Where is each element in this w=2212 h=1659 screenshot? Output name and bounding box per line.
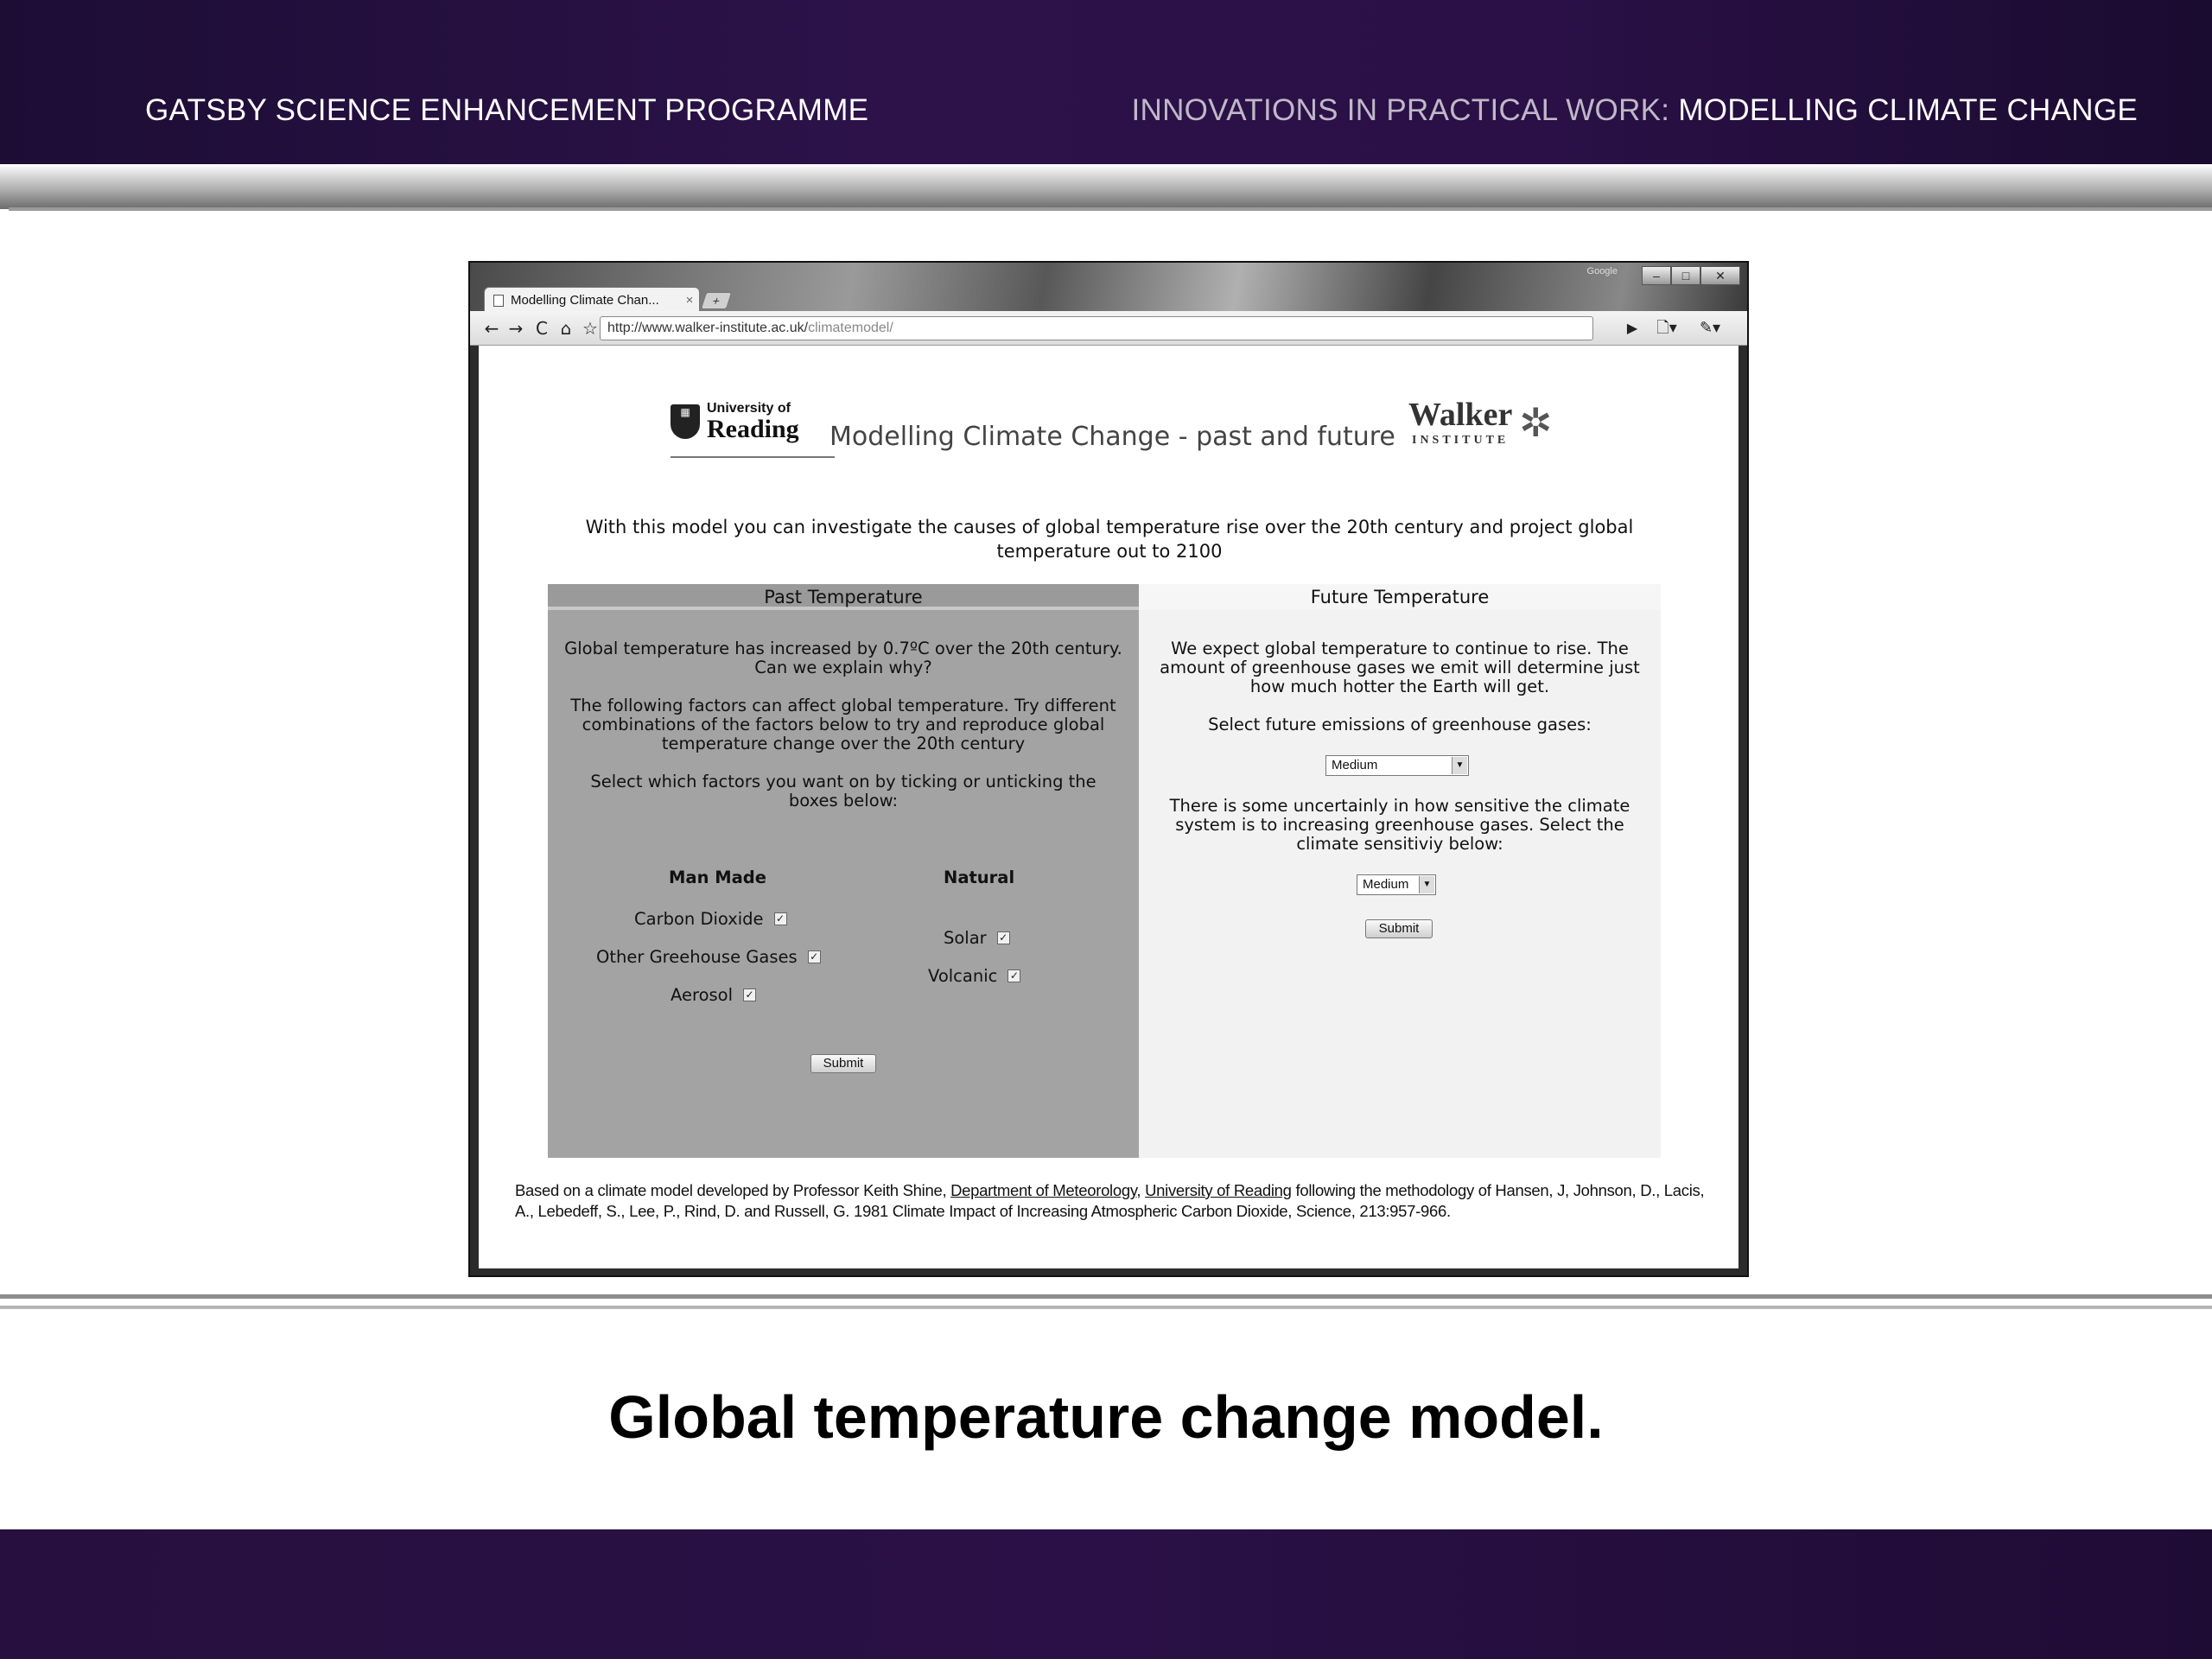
other-greenhouse-gases-checkbox[interactable]: ✓: [808, 950, 821, 963]
browser-tab[interactable]: [484, 287, 700, 313]
uor-logo-small-text: University of: [707, 401, 791, 416]
credits-citation: following the methodology of Hansen, J, Johnson, D., Lacis, A., Lebedeff, S., Lee, P., Rind, D. and Russell, G. 1981 Climate Impact of Increasing Atmospheric Carbon Dioxide, Science, 213:957-966.: [515, 1181, 1705, 1220]
man-made-heading: Man Made: [669, 868, 766, 887]
programme-title: GATSBY SCIENCE ENHANCEMENT PROGRAMME: [145, 93, 869, 127]
reload-icon[interactable]: C: [536, 318, 548, 339]
past-intro-text: Global temperature has increased by 0.7ºC over the 20th century. Can we explain why?: [564, 639, 1122, 677]
walker-logo-name: Walker: [1408, 397, 1513, 433]
sensitivity-select[interactable]: [1357, 874, 1436, 895]
past-temperature-heading: Past Temperature: [548, 584, 1139, 610]
factor-volcanic: [928, 966, 1020, 986]
sensitivity-value: Medium: [1363, 877, 1409, 892]
factor-label: Carbon Dioxide: [634, 909, 764, 929]
maximize-button[interactable]: □: [1671, 266, 1700, 285]
emissions-prompt: Select future emissions of greenhouse gases:: [1208, 715, 1592, 734]
walker-swirl-icon: ✲: [1519, 399, 1553, 446]
factor-label: Volcanic: [928, 966, 998, 986]
past-factors-text: The following factors can affect global temperature. Try different combinations of the factors below to try and reproduce global temperature change over the 20th century: [570, 696, 1116, 753]
university-of-reading-logo: [671, 397, 835, 458]
factor-solar: [944, 928, 1010, 948]
emissions-value: Medium: [1332, 758, 1378, 772]
factor-aerosol: [671, 985, 756, 1005]
header-bevel-bar: [0, 164, 2212, 209]
browser-window: [468, 261, 1749, 1277]
meteorology-department-link[interactable]: Department of Meteorology: [950, 1181, 1137, 1199]
header-bevel-shadow: [9, 207, 2212, 211]
page-menu-icon[interactable]: 🗋▾: [1656, 319, 1677, 337]
emissions-select[interactable]: [1325, 755, 1469, 776]
url-host: http://www.walker-institute.ac.uk/: [607, 321, 809, 335]
uor-shield-icon: ▦: [671, 404, 700, 439]
section-prefix: INNOVATIONS IN PRACTICAL WORK:: [1131, 93, 1670, 127]
slide-caption: Global temperature change model.: [608, 1383, 1604, 1451]
url-path: climatemodel/: [808, 321, 893, 335]
back-arrow-icon[interactable]: ←: [484, 318, 499, 339]
new-tab-button[interactable]: +: [701, 292, 732, 309]
model-credits: [515, 1180, 1707, 1221]
future-submit-button[interactable]: Submit: [1365, 919, 1433, 938]
browser-titlebar: [470, 263, 1747, 311]
future-temperature-panel: [1139, 584, 1661, 1158]
walker-logo-sub: INSTITUTE: [1412, 434, 1510, 447]
future-intro-text: We expect global temperature to continue to rise. The amount of greenhouse gases we emit will determine just how much hotter the Earth will get.: [1160, 639, 1640, 696]
go-icon[interactable]: ▶: [1626, 320, 1638, 336]
past-select-instructions: Select which factors you want on by ticking or unticking the boxes below:: [590, 772, 1096, 810]
volcanic-checkbox[interactable]: ✓: [1007, 969, 1020, 982]
minimize-button[interactable]: –: [1642, 266, 1671, 285]
lower-divider: [0, 1294, 2212, 1299]
intro-text: With this model you can investigate the causes of global temperature rise over the 20th century and project global temperature out to 2100: [585, 517, 1634, 562]
uor-logo-big-text: Reading: [707, 415, 799, 443]
tab-title: Modelling Climate Chan...: [511, 293, 659, 308]
carbon-dioxide-checkbox[interactable]: ✓: [774, 912, 787, 925]
forward-arrow-icon[interactable]: →: [508, 318, 524, 339]
factor-carbon-dioxide: [634, 909, 787, 929]
section-name: MODELLING CLIMATE CHANGE: [1669, 93, 2138, 127]
slide-section-title: [1131, 93, 2138, 128]
factor-label: Aerosol: [671, 985, 734, 1005]
factor-label: Solar: [944, 928, 987, 948]
sensitivity-text: There is some uncertainly in how sensitive the climate system is to increasing greenhouse gases. Select the climate sensitiviy below:: [1169, 796, 1630, 854]
natural-heading: Natural: [944, 868, 1015, 887]
slide-footer: [0, 1529, 2212, 1659]
past-submit-button[interactable]: Submit: [810, 1054, 876, 1073]
slide-header: [0, 0, 2212, 164]
bookmark-star-icon[interactable]: ☆: [582, 318, 598, 339]
solar-checkbox[interactable]: ✓: [997, 931, 1010, 944]
past-temperature-panel: [548, 584, 1139, 1158]
walker-institute-logo: [1408, 396, 1564, 456]
window-brand: Google: [1586, 266, 1618, 276]
chevron-down-icon: ▼: [1452, 757, 1467, 774]
credits-separator: ,: [1136, 1181, 1146, 1199]
chevron-down-icon: ▼: [1419, 876, 1434, 893]
credits-intro: Based on a climate model developed by Professor Keith Shine,: [515, 1181, 951, 1199]
future-temperature-heading: Future Temperature: [1139, 584, 1661, 610]
page-title: Modelling Climate Change - past and future: [830, 422, 1395, 452]
aerosol-checkbox[interactable]: ✓: [743, 988, 756, 1001]
address-bar[interactable]: [600, 316, 1593, 340]
home-icon[interactable]: ⌂: [560, 318, 572, 339]
close-window-button[interactable]: ✕: [1700, 266, 1740, 285]
tab-close-icon[interactable]: ×: [685, 293, 694, 308]
factor-label: Other Greehouse Gases: [596, 947, 798, 967]
browser-toolbar: [470, 311, 1747, 346]
factor-other-greenhouse-gases: [596, 947, 821, 967]
wrench-menu-icon[interactable]: ✎▾: [1699, 319, 1721, 337]
page-viewport: [479, 346, 1738, 1268]
page-icon: [493, 295, 504, 307]
university-of-reading-link[interactable]: University of Reading: [1145, 1181, 1292, 1199]
lower-divider-secondary: [0, 1306, 2212, 1309]
